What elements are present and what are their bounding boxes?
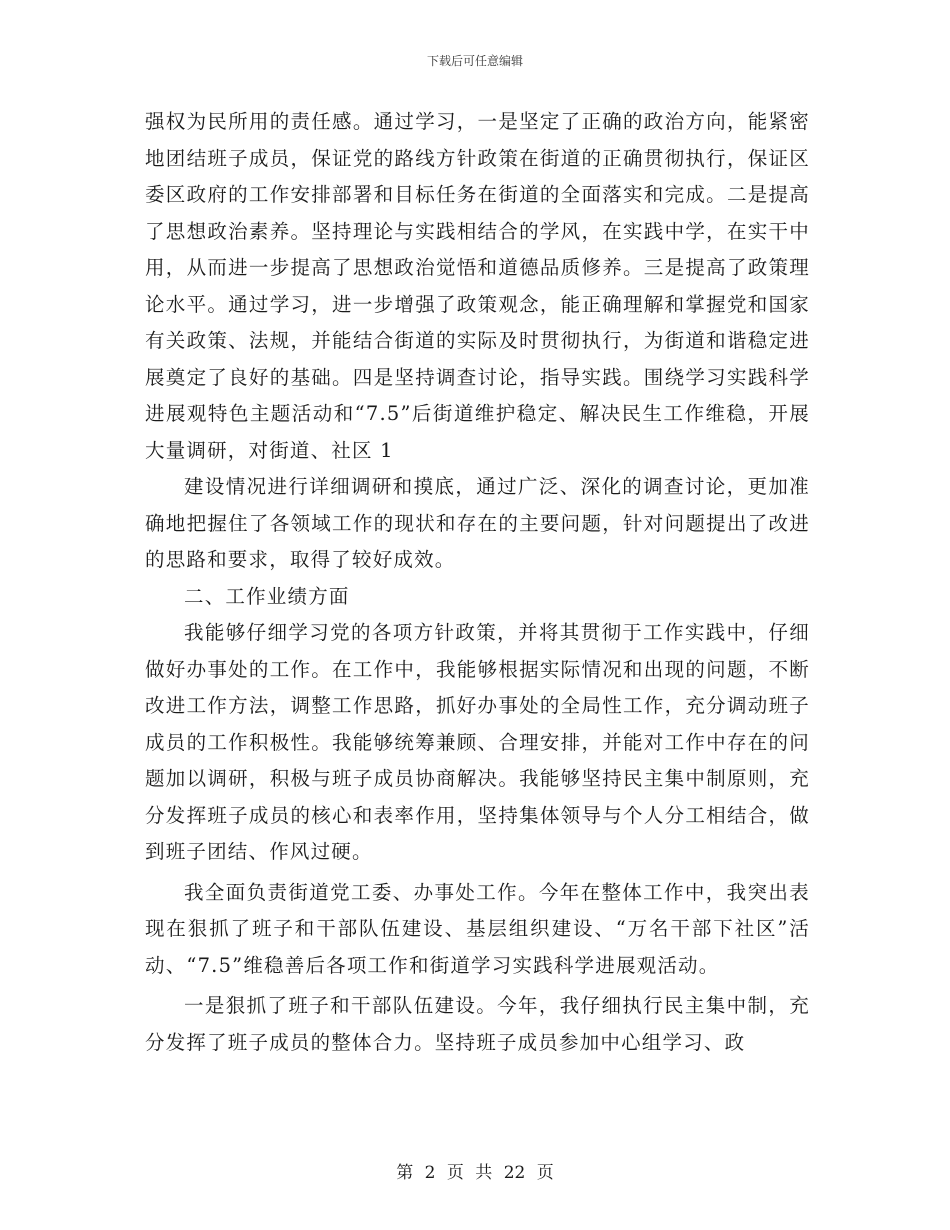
section-heading-work-performance: 二、工作业绩方面	[184, 584, 350, 608]
paragraph-survey-continuation: 建设情况进行详细调研和摸底，通过广泛、深化的调查讨论，更加准确地把握住了各领域工作的现状和存在的主要问题，针对问题提出了改进的思路和要求，取得了较好成效。	[145, 475, 810, 571]
page-header-note: 下载后可任意编辑	[426, 54, 523, 68]
document-body	[145, 104, 810, 1061]
page-number: 第 2 页 共 22 页	[396, 1163, 554, 1183]
paragraph-overall-responsibility: 我全面负责街道党工委、办事处工作。今年在整体工作中，我突出表现在狠抓了班子和干部队伍建设、基层组织建设、“万名干部下社区”活动、“7.5”维稳善后各项工作和街道学习实践科学进展观活动。	[145, 880, 810, 977]
paragraph-work-method: 我能够仔细学习党的各项方针政策，并将其贯彻于工作实践中，仔细做好办事处的工作。在工作中，我能够根据实际情况和出现的问题，不断改进工作方法，调整工作思路，抓好办事处的全局性工作，充分调动班子成员的工作积极性。我能够统筹兼顾、合理安排，并能对工作中存在的问题加以调研，积极与班子成员协商解决。我能够坚持民主集中制原则，充分发挥班子成员的核心和表率作用，坚持集体领导与个人分工相结合，做到班子团结、作风过硬。	[145, 621, 810, 863]
paragraph-team-building: 一是狠抓了班子和干部队伍建设。今年，我仔细执行民主集中制，充分发挥了班子成员的整体合力。坚持班子成员参加中心组学习、政	[145, 994, 810, 1054]
paragraph-study-results: 强权为民所用的责任感。通过学习，一是坚定了正确的政治方向，能紧密地团结班子成员，保证党的路线方针政策在街道的正确贯彻执行，保证区委区政府的工作安排部署和目标任务在街道的全面落实和完成。二是提高了思想政治素养。坚持理论与实践相结合的学风，在实践中学，在实干中用，从而进一步提高了思想政治觉悟和道德品质修养。三是提高了政策理论水平。通过学习，进一步增强了政策观念，能正确理解和掌握党和国家有关政策、法规，并能结合街道的实际及时贯彻执行，为街道和谐稳定进展奠定了良好的基础。四是坚持调查讨论，指导实践。围绕学习实践科学进展观特色主题活动和“7.5”后街道维护稳定、解决民生工作维稳，开展大量调研，对街道、社区 1	[145, 110, 810, 462]
